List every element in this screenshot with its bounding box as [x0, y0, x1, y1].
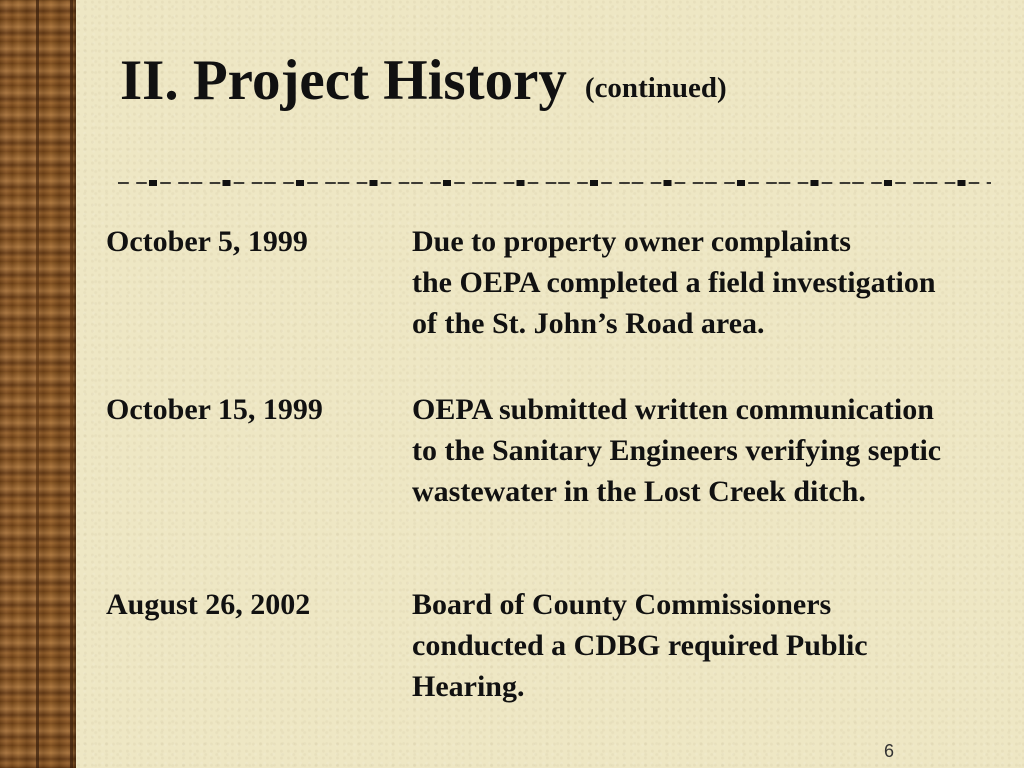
divider-dot [149, 180, 157, 186]
entry-description-2-line-3: wastewater in the Lost Creek ditch. [412, 475, 866, 508]
divider-dot [811, 180, 819, 186]
entry-description-1 [412, 221, 936, 344]
entry-description-3-line-3: Hearing. [412, 670, 525, 703]
slide-title-main: II. Project History [120, 49, 567, 112]
entry-description-3-line-2: conducted a CDBG required Public [412, 629, 868, 662]
entry-description-1-line-2: the OEPA completed a field investigation [412, 266, 936, 299]
dash-dot-divider [118, 174, 991, 192]
divider-dot [296, 180, 304, 186]
divider-dot [958, 180, 966, 186]
entry-description-3-line-1: Board of County Commissioners [412, 588, 832, 621]
entry-date-2: October 15, 1999 [106, 393, 323, 426]
entry-description-1-line-3: of the St. John’s Road area. [412, 307, 765, 340]
page-title [120, 49, 727, 112]
entry-description-2-line-1: OEPA submitted written communication [412, 393, 934, 426]
entry-date-3: August 26, 2002 [106, 588, 311, 621]
wood-side-band [0, 0, 76, 768]
slide-title-suffix: (continued) [584, 72, 727, 104]
divider-dot [223, 180, 231, 186]
divider-dot [370, 180, 378, 186]
entry-description-3 [412, 584, 868, 707]
entry-date-1: October 5, 1999 [106, 225, 308, 258]
divider-dot [664, 180, 672, 186]
entry-description-2 [412, 389, 941, 512]
divider-dot [590, 180, 598, 186]
entry-description-1-line-1: Due to property owner complaints [412, 225, 851, 258]
divider-dot [884, 180, 892, 186]
divider-dot [443, 180, 451, 186]
divider-dot [517, 180, 525, 186]
divider-dot [737, 180, 745, 186]
entry-description-2-line-2: to the Sanitary Engineers verifying septic [412, 434, 942, 467]
page-number: 6 [884, 741, 895, 761]
